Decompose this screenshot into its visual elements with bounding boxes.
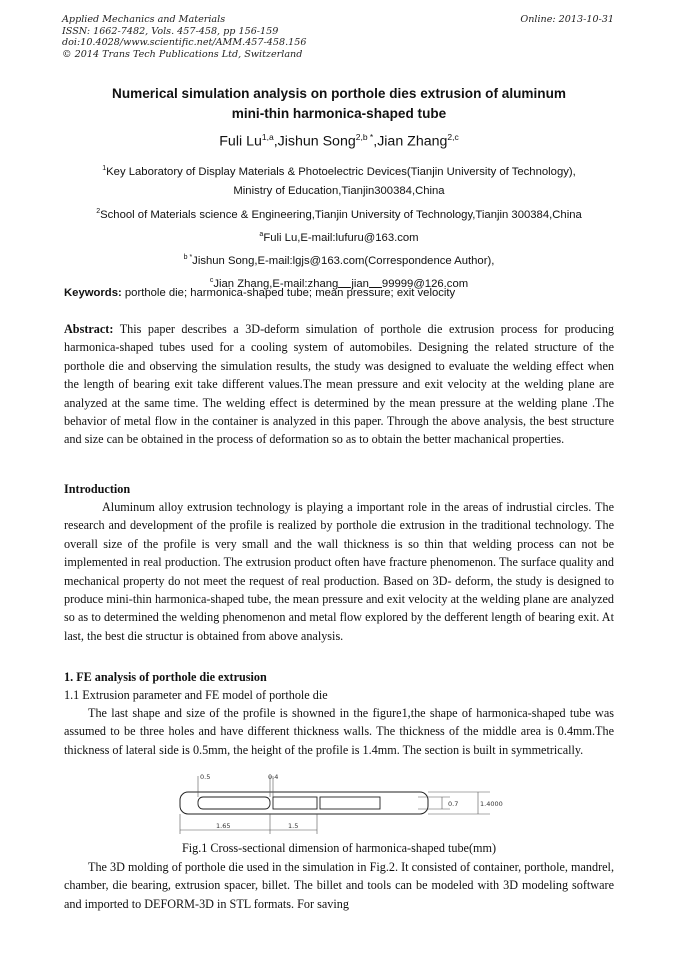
author-separator: , — [273, 133, 278, 150]
email-b-text: Jishun Song,E-mail:lgjs@163.com(Correspondence Author), — [192, 254, 495, 267]
tube-outline — [180, 792, 428, 814]
title-line-2: mini-thin harmonica-shaped tube — [231, 106, 447, 121]
affiliation-1 — [40, 159, 638, 182]
dim-top-mid-label: 0.4 — [268, 773, 279, 781]
dim-outer-height-label: 1.4000 — [480, 800, 503, 808]
author-separator: , — [373, 133, 378, 150]
dim-inner-height-label: 0.7 — [448, 800, 459, 808]
keywords-label: Keywords: — [64, 287, 122, 299]
email-a-sup: a — [259, 230, 264, 238]
affiliations — [40, 159, 638, 294]
journal-name: Applied Mechanics and Materials — [62, 14, 226, 25]
author-3: Jian Zhang — [377, 133, 448, 150]
email-c-part-3: 99999@126.com — [381, 277, 469, 290]
abstract-label: Abstract: — [64, 322, 114, 336]
abstract-text: This paper describes a 3D-deform simulation of porthole die extrusion process for producing harmonica-shaped tubes used for a cooling system of automobiles. Designing the related structure of the porthole die and observing the simulation results, the study was designed to evaluate the welding effect when the length of bearing exit take different values.The mean pressure and exit velocity at the welding plane are analyzed at the same time. The welding effect is determined by the mean pressure at the welding plane .The behavior of metal flow in the container is analyzed in this paper. Through the above analysis, the best structure and size can be obtained in the process of deformation so as to obtain the better machanical properties. — [64, 322, 614, 447]
section-1-paragraph-2: The 3D molding of porthole die used in the simulation in Fig.2. It consisted of container, porthole, mandrel, chamber, die bearing, extrusion spacer, billet. The billet and tools can be modeled with 3D modeling software and imported to DEFORM-3D in STL formats. For saving — [64, 860, 614, 911]
figure-1 — [160, 770, 520, 838]
author-1-sup: 1,a — [261, 132, 274, 142]
tube-hole-left — [198, 797, 270, 809]
keywords-text: porthole die; harmonica-shaped tube; mean pressure; exit velocity — [121, 287, 456, 299]
affiliation-1-line-1: Key Laboratory of Display Materials & Photoelectric Devices(Tianjin University of Technology), — [106, 165, 576, 178]
author-2: Jishun Song — [277, 133, 356, 150]
affiliation-2 — [40, 202, 638, 225]
email-a-text: Fuli Lu,E-mail:lufuru@163.com — [263, 231, 419, 244]
abstract — [64, 320, 614, 449]
tube-hole-right — [320, 797, 380, 809]
subsection-1-1-heading: 1.1 Extrusion parameter and FE model of porthole die — [64, 688, 328, 702]
affiliation-1-sup: 1 — [102, 165, 107, 172]
doi-line: doi:10.4028/www.scientific.net/AMM.457-458.156 — [62, 37, 307, 49]
email-c-sup: c — [209, 277, 214, 285]
author-list — [40, 127, 638, 152]
email-a — [40, 225, 638, 248]
affiliation-2-sup: 2 — [96, 207, 101, 215]
introduction-heading: Introduction — [64, 482, 131, 496]
author-2-sup: 2,b * — [355, 132, 374, 142]
issn-line: ISSN: 1662-7482, Vols. 457-458, pp 156-159 — [62, 25, 279, 37]
journal-header — [62, 14, 614, 60]
affiliation-1-line-2: Ministry of Education,Tianjin300384,China — [233, 185, 445, 198]
tube-cross-section-diagram — [160, 770, 520, 838]
dim-bottom-left-label: 1.65 — [216, 822, 231, 830]
email-c-part-2: jian — [351, 277, 369, 290]
email-b-sup: b * — [183, 253, 193, 261]
paper-title — [40, 84, 638, 124]
keywords — [64, 285, 616, 301]
author-3-sup: 2,c — [447, 132, 459, 142]
introduction-text: Aluminum alloy extrusion technology is playing a important role in the areas of indrustial circles. The research and development of the profile is realized by porthole die extrusion in the traditional technology. The overall size of the profile is very small and the wall thickness is so thin that welding process can not be implemented in real production. The extrusion product often have fracture phenomenon. The surface quality and mechanical property do not meet the request of real production. Based on 3D- deform, the study is designed to produce mini-thin harmonica-shaped tube, the mean pressure and exit velocity at the welding plane are analyzed so as to determined the welding phenomenon and metal flow explored by the defferent length of bearing exit. At last, the best die structur is obtained from above analysis. — [64, 500, 614, 643]
email-c-part-1: Jian Zhang,E-mail:zhang — [213, 277, 339, 290]
figure-1-caption: Fig.1 Cross-sectional dimension of harmonica-shaped tube(mm) — [181, 841, 497, 855]
affiliation-2-text: School of Materials science & Engineering,Tianjin University of Technology,Tianjin 300384,China — [100, 208, 582, 221]
section-1-heading: 1. FE analysis of porthole die extrusion — [64, 670, 267, 684]
title-line-1: Numerical simulation analysis on porthole dies extrusion of aluminum — [112, 86, 566, 101]
tube-hole-middle — [273, 797, 317, 809]
dim-bottom-mid-label: 1.5 — [288, 822, 299, 830]
section-1-paragraph-1: The last shape and size of the profile is showned in the figure1,the shape of harmonica-shaped tube was assumed to be three holes and have different thickness walls. The thickness of the middle area is 0.4mm.The thickness of lateral side is 0.5mm, the height of the profile is 1.4mm. The section is built in symmetrically. — [64, 706, 614, 757]
author-1: Fuli Lu — [219, 133, 262, 150]
dim-top-left-label: 0.5 — [200, 773, 211, 781]
online-date: Online: 2013-10-31 — [520, 14, 614, 25]
email-b — [40, 248, 638, 271]
copyright-line: © 2014 Trans Tech Publications Ltd, Switzerland — [62, 48, 303, 60]
